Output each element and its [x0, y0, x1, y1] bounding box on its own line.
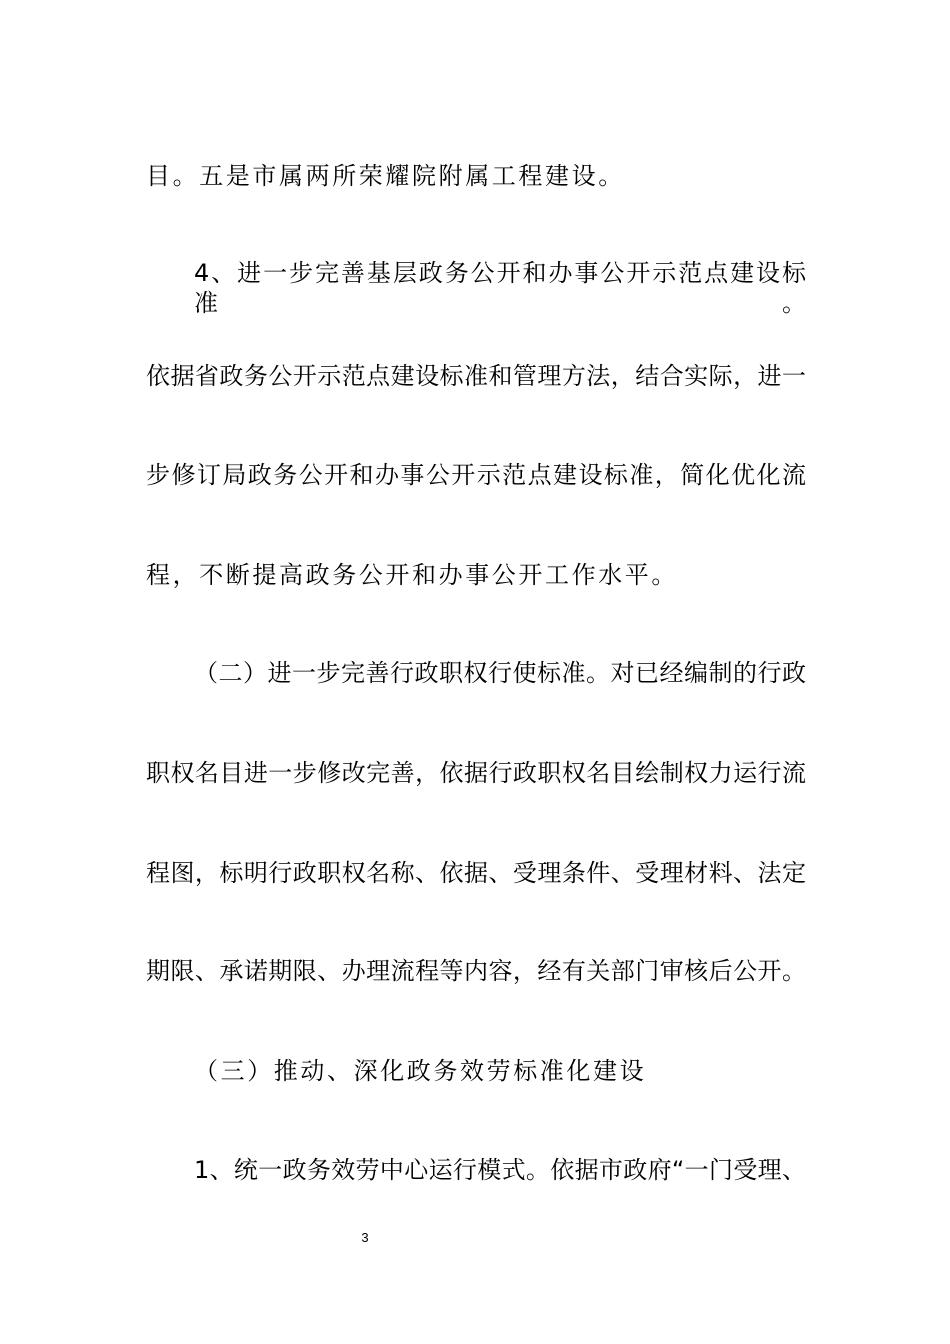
- text-line-2: 4、进一步完善基层政务公开和办事公开示范点建设标准。: [194, 259, 806, 317]
- text-line-3: 依据省政务公开示范点建设标准和管理方法，结合实际，进一: [146, 362, 806, 390]
- text-line-9: 期限、承诺期限、办理流程等内容，经有关部门审核后公开。: [146, 957, 806, 985]
- section-heading-3: （三）推动、深化政务效劳标准化建设: [194, 1057, 647, 1085]
- text-line-11: 1、统一政务效劳中心运行模式。依据市政府“一门受理、: [194, 1156, 806, 1184]
- page-number: 3: [361, 1230, 369, 1245]
- section-heading-2: （二）进一步完善行政职权行使标准。对已经编制的行政: [194, 659, 806, 687]
- text-line-1: 目。五是市属两所荣耀院附属工程建设。: [146, 162, 625, 190]
- text-line-8: 程图，标明行政职权名称、依据、受理条件、受理材料、法定: [146, 859, 806, 887]
- text-line-4: 步修订局政务公开和办事公开示范点建设标准，简化优化流: [146, 461, 806, 489]
- text-line-7: 职权名目进一步修改完善，依据行政职权名目绘制权力运行流: [146, 759, 806, 787]
- text-line-5: 程，不断提高政务公开和办事公开工作水平。: [146, 561, 678, 589]
